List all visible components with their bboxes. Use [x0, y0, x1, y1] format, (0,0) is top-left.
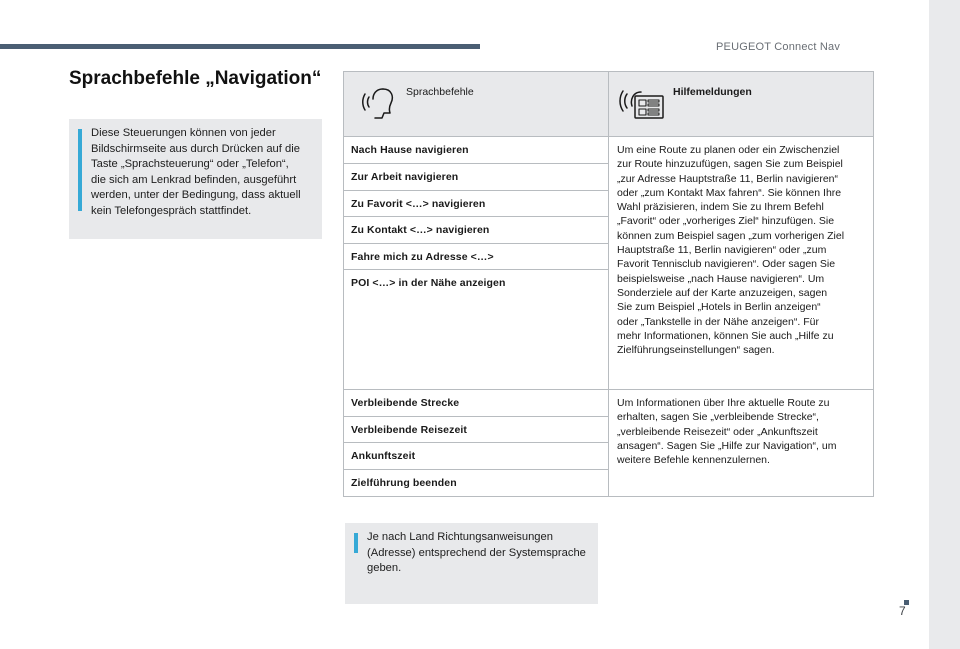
table-row: [343, 244, 609, 270]
info-box-controls: [69, 119, 322, 239]
table-row: [343, 137, 609, 164]
voice-command-icon: [361, 85, 401, 121]
info-box-language: [345, 523, 598, 604]
info-box-text: Je nach Land Richtungsanweisungen (Adresse) entsprechend der Systemsprache geben.: [367, 531, 586, 574]
command-text: Zu Favorit <…> navigieren: [351, 198, 486, 210]
info-icon: [78, 129, 82, 211]
table-row: [343, 164, 609, 191]
table-header-commands-label: Sprachbefehle: [406, 86, 474, 98]
table-header-help-label: Hilfemeldungen: [673, 86, 752, 98]
table-row: [343, 217, 609, 244]
help-message-cell: [609, 137, 874, 390]
help-message-cell: [609, 390, 874, 497]
page-title: Sprachbefehle „Navigation“: [69, 68, 322, 89]
command-text: POI <…> in der Nähe anzeigen: [351, 277, 506, 289]
table-row: [343, 470, 609, 497]
command-text: Zielführung beenden: [351, 477, 457, 489]
page-number: 7: [899, 604, 906, 618]
help-message-text: Um eine Route zu planen oder ein Zwischenziel zur Route hinzuzufügen, sagen Sie zum Beispiel „zur Adresse Hauptstraße 11, Berlin navigieren“ oder „zum Kontakt Max fahren“. Sie können Ihre Wahl präzisieren, indem Sie zu Ihrem Befehl „Favorit“ oder „vorheriges Ziel“ hinzufügen. Sie können zum Beispiel sagen „zum vorherigen Ziel Hauptstraße 11, Berlin navigieren“ oder „zum Favorit Tennisclub navigieren“. Oder sagen Sie beispielsweise „nach Hause navigieren“. Um Sonderziele auf der Karte anzuzeigen, sagen Sie zum Beispiel „Hotels in Berlin anzeigen“ oder „Tankstelle in der Nähe anzeigen“. Für mehr Informationen, können Sie auch „Hilfe zu Zielführungseinstellungen“ sagen.: [617, 144, 845, 357]
command-text: Zu Kontakt <…> navigieren: [351, 224, 490, 236]
command-text: Ankunftszeit: [351, 450, 416, 462]
command-text: Zur Arbeit navigieren: [351, 171, 459, 183]
voice-help-screen-icon: [619, 84, 667, 122]
info-icon: [354, 533, 358, 553]
command-text: Fahre mich zu Adresse <…>: [351, 251, 494, 263]
right-margin-strip: [929, 0, 960, 649]
command-text: Verbleibende Reisezeit: [351, 424, 467, 436]
help-message-text: Um Informationen über Ihre aktuelle Route zu erhalten, sagen Sie „verbleibende Strecke“, „verbleibende Reisezeit“ oder „Ankunftszeit ansagen“. Sagen Sie „Hilfe zur Navigation“, um weitere Befehle kennenzulernen.: [617, 397, 837, 467]
table-row: [343, 417, 609, 443]
command-text: Verbleibende Strecke: [351, 397, 460, 409]
running-header-title: PEUGEOT Connect Nav: [716, 41, 841, 53]
table-row: [343, 270, 609, 390]
command-text: Nach Hause navigieren: [351, 144, 469, 156]
table-row: [343, 443, 609, 470]
table-header-commands: [343, 71, 609, 137]
info-box-text: Diese Steuerungen können von jeder Bildschirmseite aus durch Drücken auf die Taste „Sprachsteuerung“ oder „Telefon“, die sich am Lenkrad befinden, ausgeführt werden, unter der Bedingung, dass aktuell kein Telefongespräch stattfindet.: [91, 127, 301, 217]
table-row: [343, 191, 609, 217]
table-row: [343, 390, 609, 417]
voice-command-table: [343, 71, 874, 497]
table-header-help: [608, 71, 874, 137]
header-rule: [0, 44, 480, 49]
